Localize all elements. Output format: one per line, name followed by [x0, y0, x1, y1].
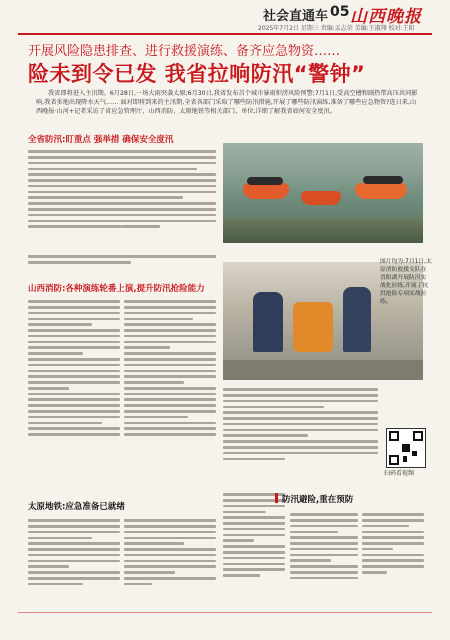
- article-column-4a: [290, 510, 358, 610]
- article-column-3b: [124, 516, 216, 612]
- article-column-2c: [223, 385, 378, 485]
- page-meta: 2025年7月2日 星期三 责编:孟志荣 美编:王淑翔 校对:王阳: [258, 25, 415, 32]
- article-column-3a: [28, 516, 120, 612]
- page-number: 05: [330, 4, 350, 20]
- bottom-rule: [18, 612, 432, 613]
- lead-paragraph: [36, 89, 420, 116]
- article-column-1c: [28, 252, 216, 272]
- article-column-2b: [124, 297, 216, 492]
- newspaper-logo: 山西晚报: [350, 7, 422, 27]
- kicker-title: 开展风险隐患排查、进行救援演练、备齐应急物资……: [28, 44, 341, 59]
- section-title-2: 山西消防:各种演练轮番上演,提升防汛抢险能力: [28, 284, 205, 294]
- article-column-1b: [122, 147, 216, 247]
- header-rule: [18, 33, 432, 35]
- rescue-boat-photo: [223, 143, 423, 243]
- qr-label: 扫码看视频: [384, 470, 415, 477]
- section-title-4: 防汛避险,重在预防: [282, 495, 354, 505]
- section-title-3: 太原地铁:应急准备已就绪: [28, 502, 125, 512]
- headline: 险未到令已发 我省拉响防汛“警钟”: [28, 62, 366, 86]
- lead-text: 我省即将进入主汛期。6月28日,一场大雨突袭太原;6月30日,我省发布首个城市暴雨积涝风险预警;7月1日,受高空槽和副热带高压共同影响,我省多地出现降水天气…… 面对即将到来的主汛期,全省各部门采取了哪些防汛措施,开展了哪些防汛演练,准备了哪些应急物资?连日来,山西晚报·山河+记者采访了省应急管理厅、山西消防、太原地铁等相关部门、单位,详细了解我省如何安全度汛。: [36, 90, 418, 115]
- article-column-3c: [223, 490, 285, 612]
- section-marker: [275, 493, 278, 503]
- qr-code[interactable]: [386, 428, 426, 468]
- article-column-2a: [28, 297, 120, 492]
- section-title-1: 全省防汛:盯重点 强举措 确保安全度汛: [28, 135, 174, 145]
- section-name: 社会直通车: [263, 9, 329, 24]
- photo-caption: 图片均为:7月1日,太原消防救援支队在晋阳湖开展防汛实战化拉练,开展了抗洪抢险专项实战拉练。: [380, 259, 432, 305]
- page-header: [0, 0, 450, 38]
- article-column-4b: [362, 510, 424, 610]
